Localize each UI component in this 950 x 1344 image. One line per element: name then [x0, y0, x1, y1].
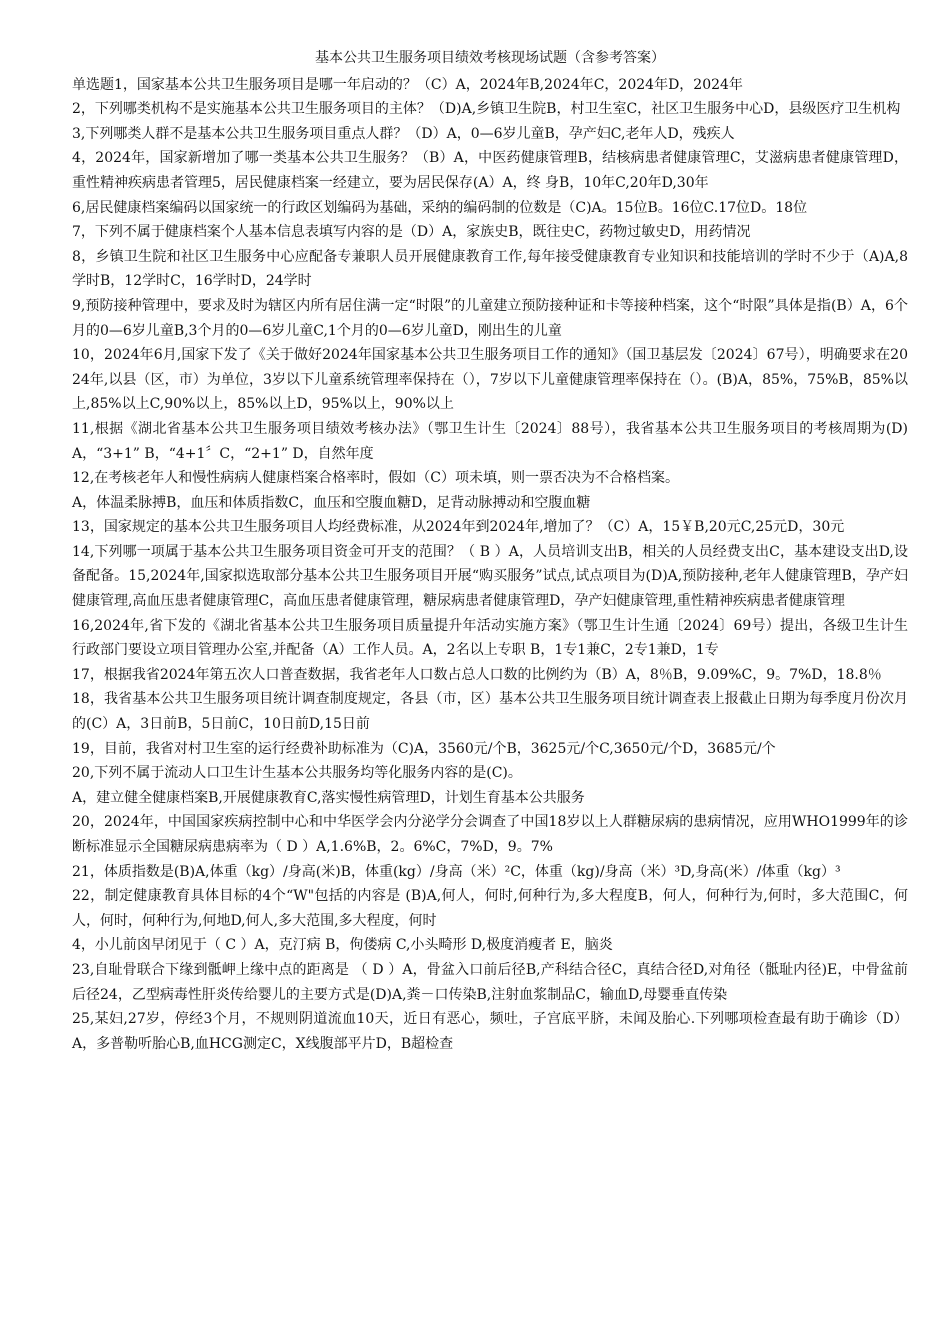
question-paragraph: 9,预防接种管理中，要求及时为辖区内所有居住满一定“时限”的儿童建立预防接种证和卡等接种档案，这个“时限”具体是指(B）A，6个月的0—6岁儿童B,3个月的0—6岁儿童C,1个月的0—6岁儿童D，刚出生的儿童	[72, 297, 908, 339]
question-paragraph: 3,下列哪类人群不是基本公共卫生服务项目重点人群？（D）A，0—6岁儿童B，孕产妇C,老年人D，残疾人	[72, 125, 735, 142]
question-paragraph: 8，乡镇卫生院和社区卫生服务中心应配备专兼职人员开展健康教育工作,每年接受健康教育专业知识和技能培训的学时不少于（A)A,8学时B，12学时C，16学时D，24学时	[72, 248, 908, 290]
question-paragraph: 21，体质指数是(B)A,体重（kg）/身高(米)B，体重(kg）/身高（米）²C，体重（kg)/身高（米）³D,身高(米）/体重（kg）³	[72, 863, 841, 880]
question-paragraph: 单选题1，国家基本公共卫生服务项目是哪一年启动的？（C）A，2024年B,2024年C，2024年D，2024年	[72, 76, 743, 93]
question-paragraph: A，建立健全健康档案B,开展健康教育C,落实慢性病管理D，计划生育基本公共服务	[72, 789, 585, 806]
question-paragraph: A，体温柔脉搏B，血压和体质指数C，血压和空腹血糖D，足背动脉搏动和空腹血糖	[72, 494, 591, 511]
question-paragraph: 13，国家规定的基本公共卫生服务项目人均经费标准，从2024年到2024年,增加了？（C）A，15￥B,20元C,25元D，30元	[72, 519, 845, 536]
question-paragraph: 17，根据我省2024年第五次人口普查数据，我省老年人口数占总人口数的比例约为（B）A，8％B，9.09%C，9。7%D，18.8％	[72, 666, 882, 683]
document-title: 基本公共卫生服务项目绩效考核现场试题（含参考答案）	[315, 50, 665, 66]
question-paragraph: 12,在考核老年人和慢性病病人健康档案合格率时，假如（C）项未填，则一票否决为不合格档案。	[72, 470, 679, 487]
question-paragraph: 6,居民健康档案编码以国家统一的行政区划编码为基础，采纳的编码制的位数是（C)A。15位B。16位C.17位D。18位	[72, 199, 808, 216]
question-paragraph: 23,自耻骨联合下缘到骶岬上缘中点的距离是 （ D ）A，骨盆入口前后径B,产科结合径C，真结合径D,对角径（骶耻内径)E，中骨盆前后径24，乙型病毒性肝炎传给婴儿的主要方式是(D)A,粪－口传染B,注射血浆制品C，输血D,母婴垂直传染	[72, 961, 908, 1003]
question-paragraph: 14,下列哪一项属于基本公共卫生服务项目资金可开支的范围？（ B ）A，人员培训支出B，相关的人员经费支出C，基本建设支出D,设备配备。15,2024年,国家拟选取部分基本公共卫生服务项目开展“购买服务”试点,试点项目为(D)A,预防接种,老年人健康管理B，孕产妇健康管理,高血压患者健康管理C，高血压患者健康管理，糖尿病患者健康管理D，孕产妇健康管理,重性精神疾病患者健康管理	[72, 543, 908, 610]
document-page	[72, 46, 908, 1056]
question-paragraph: 2，下列哪类机构不是实施基本公共卫生服务项目的主体？（D)A,乡镇卫生院B，村卫生室C，社区卫生服务中心D，县级医疗卫生机构	[72, 101, 901, 118]
question-paragraph: 20,下列不属于流动人口卫生计生基本公共服务均等化服务内容的是(C)。	[72, 765, 522, 782]
question-paragraph: 22，制定健康教育具体目标的4个“W"包括的内容是 (B)A,何人，何时,何种行为,多大程度B，何人，何种行为,何时，多大范围C，何人，何时，何种行为,何地D,何人,多大范围,多大程度，何时	[72, 888, 908, 929]
question-paragraph: 18，我省基本公共卫生服务项目统计调查制度规定，各县（市，区）基本公共卫生服务项目统计调查表上报截止日期为每季度月份次月的(C）A，3日前B，5日前C，10日前D,15日前	[72, 691, 908, 733]
question-paragraph: 4，小儿前囟早闭见于（ C ）A，克汀病 B，佝偻病 C,小头畸形 D,极度消瘦者 E，脑炎	[72, 937, 613, 954]
question-paragraph: 11,根据《湖北省基本公共卫生服务项目绩效考核办法》（鄂卫生计生〔2024〕88号），我省基本公共卫生服务项目的考核周期为(D)A，“3+1” B，“4+1〞C，“2+1” D，自然年度	[72, 420, 908, 462]
question-paragraph: 10，2024年6月,国家下发了《关于做好2024年国家基本公共卫生服务项目工作的通知》（国卫基层发〔2024〕67号），明确要求在2024年,以县（区，市）为单位，3岁以下儿童系统管理率保持在（），7岁以下儿童健康管理率保持在（）。(B)A，85%，75%B，85%以上,85%以上C,90%以上，85%以上D，95%以上，90%以上	[72, 347, 908, 413]
question-paragraph: 4，2024年，国家新增加了哪一类基本公共卫生服务？（B）A，中医药健康管理B，结核病患者健康管理C，艾滋病患者健康管理D，重性精神疾病患者管理5，居民健康档案一经建立，要为居民保存(A）A，终 身B，10年C,20年D,30年	[72, 150, 908, 191]
question-paragraph: 25,某妇,27岁，停经3个月，不规则阴道流血10天，近日有恶心，频吐，子宫底平脐，未闻及胎心.下列哪项检查最有助于确诊（D）A，多普勒听胎心B,血HCG测定C，X线腹部平片D，B超检查	[72, 1011, 908, 1052]
question-paragraph: 7，下列不属于健康档案个人基本信息表填写内容的是（D）A，家族史B，既往史C，药物过敏史D，用药情况	[72, 224, 751, 241]
question-paragraph: 20，2024年，中国国家疾病控制中心和中华医学会内分泌学分会调查了中国18岁以上人群糖尿病的患病情况，应用WHO1999年的诊断标准显示全国糖尿病患病率为（ D ）A,1.6%B，2。6%C，7%D，9。7%	[72, 814, 908, 855]
question-list	[72, 73, 908, 1057]
question-paragraph: 19，目前，我省对村卫生室的运行经费补助标准为（C)A，3560元/个B，3625元/个C,3650元/个D，3685元/个	[72, 740, 776, 757]
question-paragraph: 16,2024年,省下发的《湖北省基本公共卫生服务项目质量提升年活动实施方案》（鄂卫生计生通〔2024〕69号）提出，各级卫生计生行政部门要设立项目管理办公室,并配备（A）工作人员。A，2名以上专职 B，1专1兼C，2专1兼D，1专	[72, 617, 908, 659]
